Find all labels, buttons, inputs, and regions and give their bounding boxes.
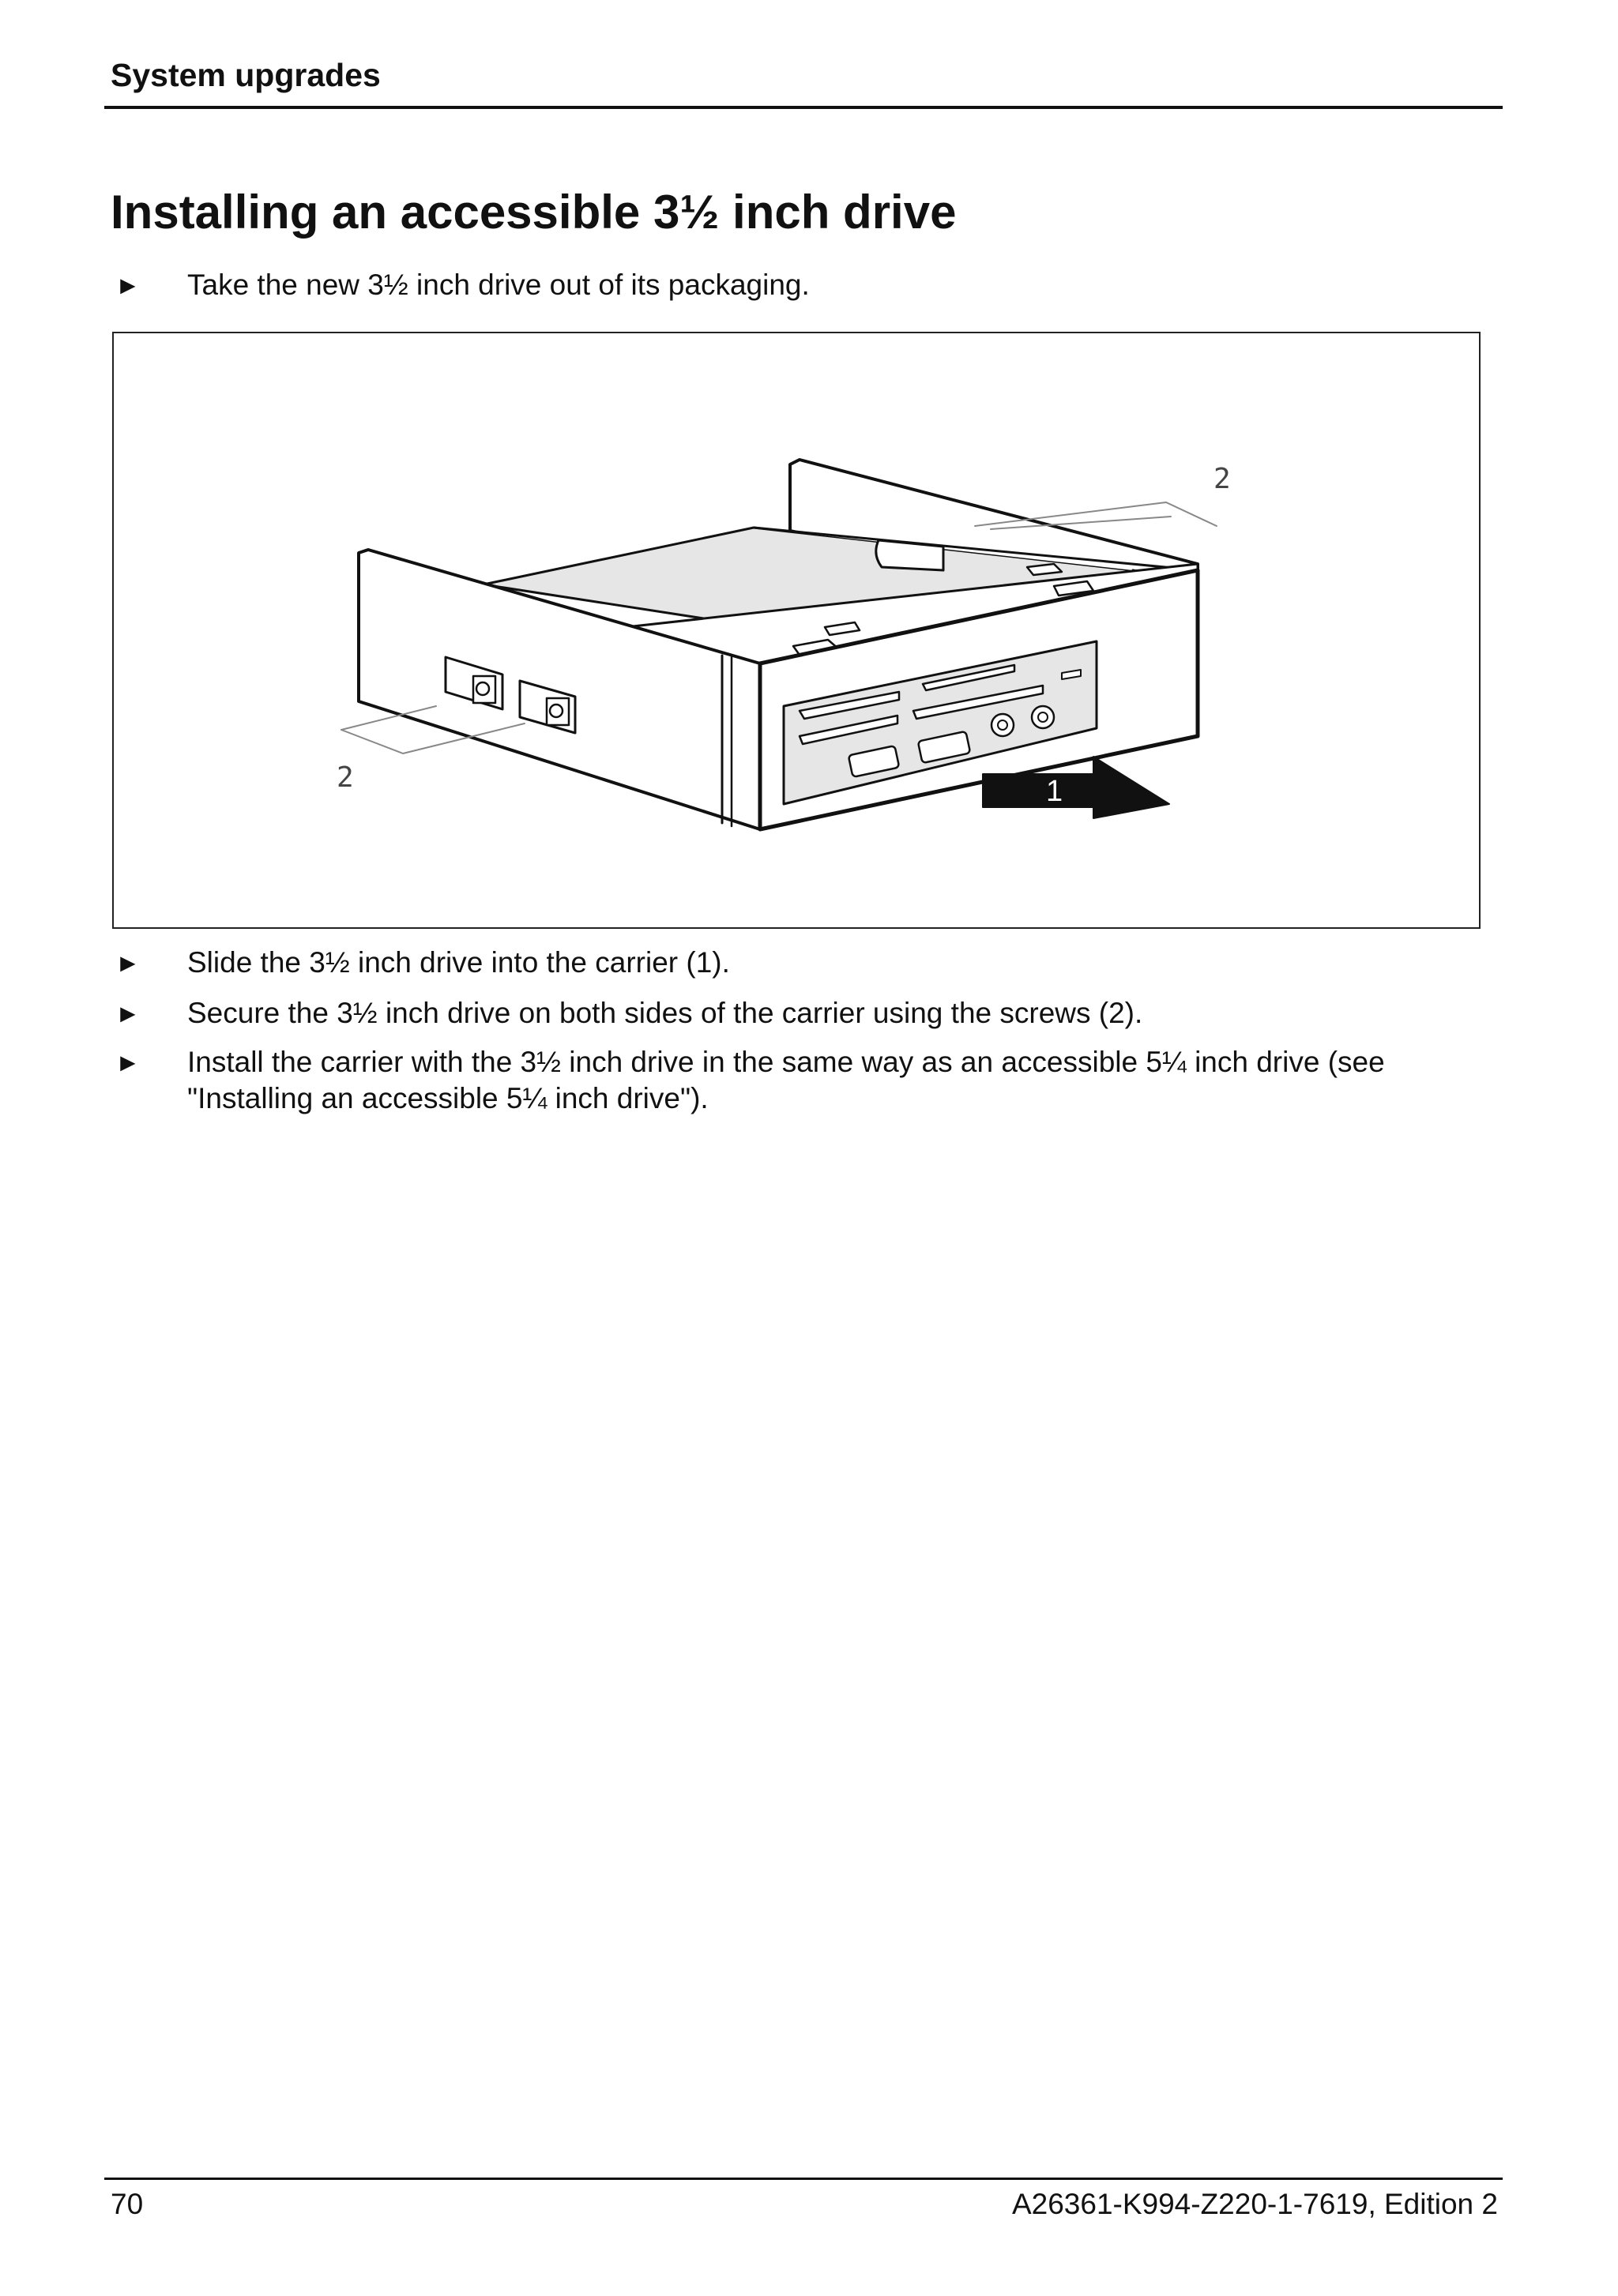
- page-number: 70: [111, 2188, 144, 2220]
- bullet-arrow-icon: ►: [115, 949, 141, 977]
- header-divider: [104, 106, 1503, 109]
- instruction-step: [111, 1044, 1501, 1117]
- callout-screws-left: 2: [337, 761, 354, 794]
- step-text: Slide the 3½ inch drive into the carrier (1).: [187, 946, 730, 979]
- document-id: A26361-K994-Z220-1-7619, Edition 2: [1011, 2188, 1498, 2220]
- step-text: Secure the 3½ inch drive on both sides of the carrier using the screws (2).: [187, 997, 1143, 1029]
- instruction-step: [111, 267, 1501, 303]
- step-text: Install the carrier with the 3½ inch drive in the same way as an accessible 5¼ inch drive (see "Installing an accessible 5¼ inch drive").: [187, 1046, 1385, 1114]
- callout-screws-right: 2: [1214, 463, 1231, 495]
- installation-illustration: [112, 332, 1481, 929]
- instruction-step: [111, 995, 1501, 1032]
- footer-divider: [104, 2178, 1503, 2180]
- step-text: Take the new 3½ inch drive out of its packaging.: [187, 269, 810, 301]
- bullet-arrow-icon: ►: [115, 999, 141, 1028]
- bullet-arrow-icon: ►: [115, 1048, 141, 1077]
- bullet-arrow-icon: ►: [115, 271, 141, 299]
- callout-slide-arrow: 1: [1046, 775, 1063, 808]
- drive-carrier-drawing: [114, 333, 1482, 930]
- running-header: System upgrades: [111, 57, 381, 93]
- instruction-step: [111, 945, 1501, 981]
- page-title: Installing an accessible 3½ inch drive: [111, 186, 957, 239]
